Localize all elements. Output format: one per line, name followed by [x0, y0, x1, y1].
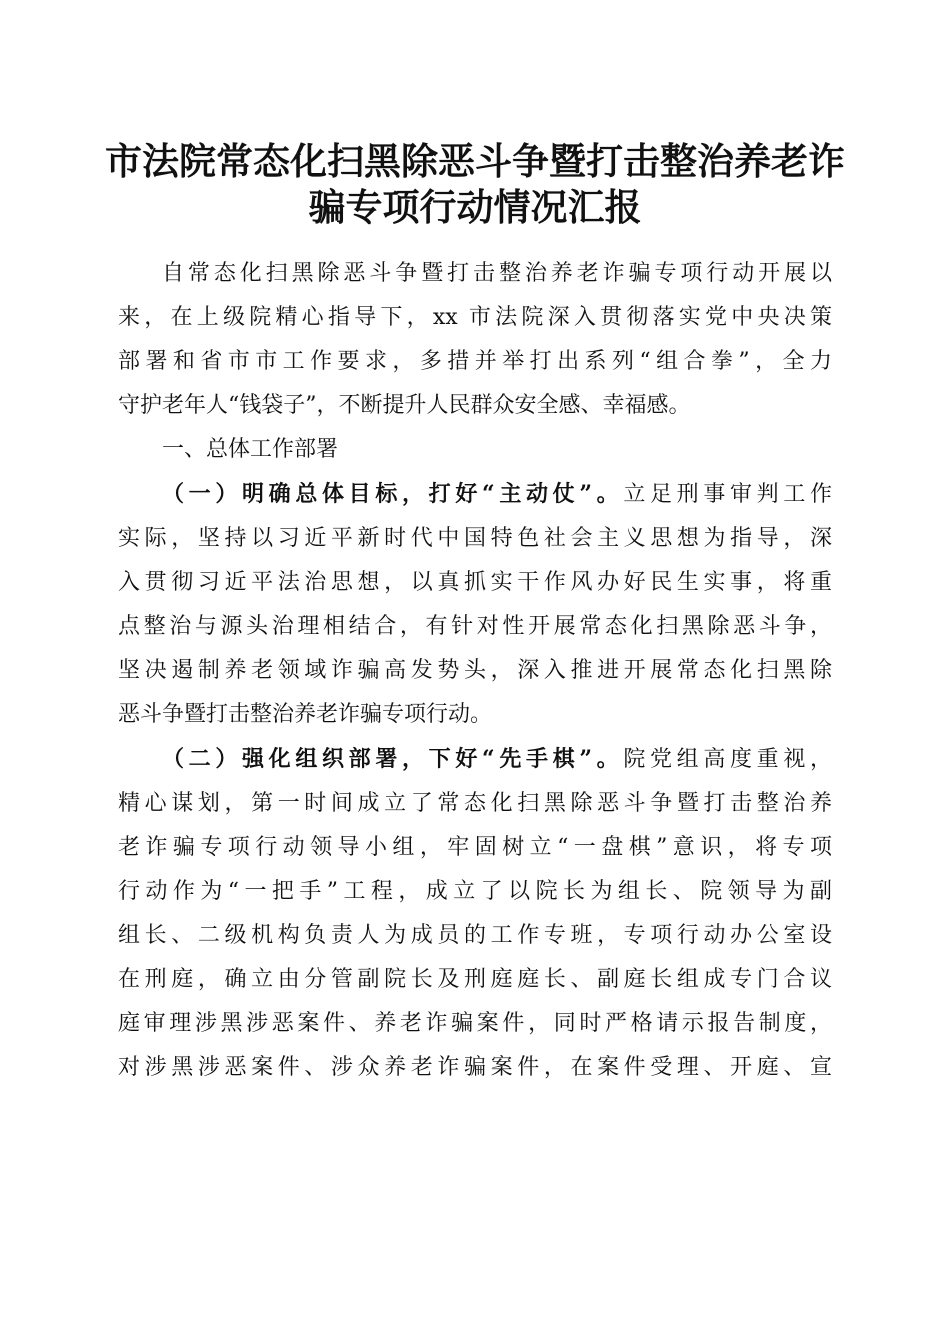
paragraph-2-line-7: 庭审理涉黑涉恶案件、养老诈骗案件，同时严格请示报告制度，	[118, 1011, 832, 1036]
paragraph-1-line-2: 实际，坚持以习近平新时代中国特色社会主义思想为指导，深	[118, 526, 832, 551]
paragraph-2	[118, 737, 832, 1090]
paragraph-1-line-5: 坚决遏制养老领域诈骗高发势头，深入推进开展常态化扫黑除	[118, 658, 832, 683]
section-heading-1: 一、总体工作部署	[162, 437, 339, 462]
paragraph-2-line-1-text: 院党组高度重视，	[623, 747, 832, 772]
intro-line-4: 守护老年人“钱袋子”，不断提升人民群众安全感、幸福感。	[118, 393, 691, 418]
paragraph-2-line-1	[118, 737, 832, 782]
paragraph-2-line-3: 老诈骗专项行动领导小组，牢固树立“一盘棋”意识，将专项	[118, 835, 832, 860]
paragraph-1	[118, 472, 832, 737]
title-line-2: 骗专项行动情况汇报	[308, 185, 642, 229]
intro-line-1: 自常态化扫黑除恶斗争暨打击整治养老诈骗专项行动开展以	[162, 261, 832, 286]
document-title	[100, 138, 850, 230]
paragraph-1-line-1-text: 立足刑事审判工作	[623, 482, 832, 507]
intro-paragraph	[118, 252, 832, 428]
paragraph-2-line-8: 对涉黑涉恶案件、涉众养老诈骗案件，在案件受理、开庭、宣	[118, 1055, 832, 1080]
document-body	[118, 252, 832, 1090]
paragraph-2-line-5: 组长、二级机构负责人为成员的工作专班，专项行动办公室设	[118, 923, 832, 948]
paragraph-1-line-3: 入贯彻习近平法治思想，以真抓实干作风办好民生实事，将重	[118, 570, 832, 595]
paragraph-2-line-6: 在刑庭，确立由分管副院长及刑庭庭长、副庭长组成专门合议	[118, 967, 832, 992]
intro-line-3: 部署和省市市工作要求，多措并举打出系列“组合拳”，全力	[118, 349, 832, 374]
paragraph-1-subheading: （一）明确总体目标，打好“主动仗”。	[162, 481, 624, 507]
paragraph-1-line-4: 点整治与源头治理相结合，有针对性开展常态化扫黑除恶斗争，	[118, 614, 832, 639]
paragraph-1-line-6: 恶斗争暨打击整治养老诈骗专项行动。	[118, 702, 493, 727]
intro-line-2: 来，在上级院精心指导下，xx 市法院深入贯彻落实党中央决策	[118, 305, 832, 330]
paragraph-2-line-2: 精心谋划，第一时间成立了常态化扫黑除恶斗争暨打击整治养	[118, 791, 832, 816]
paragraph-1-line-1	[118, 472, 832, 517]
title-line-1: 市法院常态化扫黑除恶斗争暨打击整治养老诈	[105, 139, 845, 183]
paragraph-2-subheading: （二）强化组织部署，下好“先手棋”。	[162, 746, 624, 772]
paragraph-2-line-4: 行动作为“一把手”工程，成立了以院长为组长、院领导为副	[118, 879, 832, 904]
